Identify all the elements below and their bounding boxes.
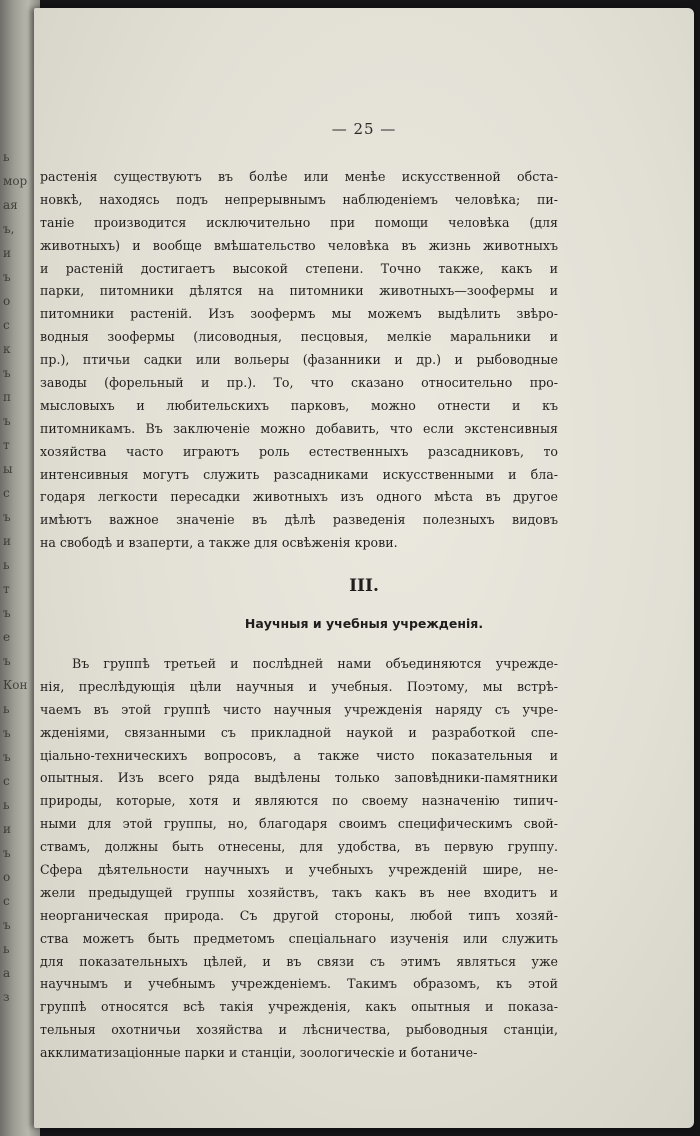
- previous-page-text-fragment: е: [3, 630, 11, 644]
- page-number: — 25 —: [331, 120, 397, 138]
- previous-page-text-fragment: ъ: [3, 654, 11, 668]
- text-line: питомники растеній. Изъ зоофермъ мы можемъ выдѣлить звѣро-: [40, 306, 558, 322]
- paragraph-2: [40, 653, 558, 1065]
- text-line: тельныя охотничьи хозяйства и лѣсничества, рыбоводныя станціи,: [40, 1022, 558, 1038]
- text-line: жденіями, связанными съ прикладной наукой и разработкой спе-: [40, 724, 558, 740]
- previous-page-text-fragment: ъ: [3, 726, 11, 740]
- text-line: пр.), птичьи садки или вольеры (фазанники и др.) и рыбоводные: [40, 352, 558, 368]
- previous-page-text-fragment: ъ: [3, 918, 11, 932]
- previous-page-text-fragment: ь: [3, 942, 10, 956]
- text-line: ціально-техническихъ вопросовъ, а также чисто показательныя и: [40, 747, 558, 763]
- previous-page-text-fragment: и: [3, 822, 11, 836]
- text-line: таніе производится исключительно при помощи человѣка (для: [40, 214, 558, 230]
- previous-page-text-fragment: ы: [3, 462, 13, 476]
- section-title: Научныя и учебныя учрежденія.: [244, 616, 484, 631]
- previous-page-text-fragment: и: [3, 246, 11, 260]
- previous-page-text-fragment: а: [3, 966, 11, 980]
- previous-page-text-fragment: ъ: [3, 750, 11, 764]
- text-line: питомникамъ. Въ заключеніе можно добавить, что если экстенсивныя: [40, 420, 558, 436]
- previous-page-text-fragment: мор: [3, 174, 28, 188]
- text-line: ными для этой группы, но, благодаря своимъ специфическимъ свой-: [40, 816, 558, 832]
- text-line: водныя зоофермы (лисоводныя, песцовыя, мелкіе маральники и: [40, 329, 558, 345]
- previous-page-text-fragment: ъ: [3, 270, 11, 284]
- text-line: неорганическая природа. Съ другой стороны, любой типъ хозяй-: [40, 907, 558, 923]
- text-line: новкѣ, находясь подъ непрерывнымъ наблюденіемъ человѣка; пи-: [40, 191, 558, 207]
- previous-page-text-fragment: з: [3, 990, 10, 1004]
- text-line: интенсивныя могутъ служить разсадниками искусственными и бла-: [40, 466, 558, 482]
- previous-page-text-fragment: Кон: [3, 678, 28, 692]
- previous-page-text-fragment: ь: [3, 798, 10, 812]
- text-line: для показательныхъ цѣлей, и въ связи съ этимъ являться уже: [40, 953, 558, 969]
- text-line: имѣютъ важное значеніе въ дѣлѣ разведенія полезныхъ видовъ: [40, 512, 558, 528]
- text-line: Въ группѣ третьей и послѣдней нами объединяются учрежде-: [72, 656, 558, 671]
- text-line: животныхъ) и вообще вмѣшательство человѣка въ жизнь животныхъ: [40, 237, 558, 253]
- previous-page-text-fragment: ъ: [3, 510, 11, 524]
- previous-page-text-fragment: ъ: [3, 414, 11, 428]
- previous-page-text-fragment: и: [3, 534, 11, 548]
- text-line: природы, которые, хотя и являются по своему назначенію типич-: [40, 793, 558, 809]
- previous-page-text-fragment: ъ: [3, 366, 11, 380]
- previous-page-text-fragment: ъ: [3, 606, 11, 620]
- previous-page-text-fragment: ь: [3, 558, 10, 572]
- section-number: III.: [349, 576, 379, 596]
- previous-page-text-fragment: т: [3, 582, 10, 596]
- text-line: годаря легкости пересадки животныхъ изъ одного мѣста въ другое: [40, 489, 558, 505]
- text-line: нія, преслѣдующія цѣли научныя и учебныя. Поэтому, мы встрѣ-: [40, 678, 558, 694]
- text-line: группѣ относятся всѣ такія учрежденія, какъ опытныя и показа-: [40, 999, 558, 1015]
- previous-page-text-fragment: т: [3, 438, 10, 452]
- previous-page-text-fragment: о: [3, 870, 11, 884]
- paragraph-1: [40, 166, 558, 555]
- book-page: [34, 8, 694, 1128]
- text-line: на свободѣ и взаперти, а также для освѣженія крови.: [40, 535, 398, 551]
- text-line: ства можетъ быть предметомъ спеціальнаго изученія или служить: [40, 930, 558, 946]
- text-line: Сфера дѣятельности научныхъ и учебныхъ учрежденій шире, не-: [40, 862, 558, 878]
- previous-page-text-fragment: п: [3, 390, 11, 404]
- previous-page-text-fragment: с: [3, 774, 10, 788]
- text-line: акклиматизаціонные парки и станціи, зоологическіе и ботаниче-: [40, 1045, 478, 1061]
- previous-page-text-fragment: с: [3, 894, 10, 908]
- previous-page-text-fragment: ь: [3, 702, 10, 716]
- previous-page-text-fragment: ь: [3, 150, 10, 164]
- previous-page-text-fragment: ъ,: [3, 222, 15, 236]
- previous-page-text-fragment: с: [3, 318, 10, 332]
- text-line: жели предыдущей группы хозяйствъ, такъ какъ въ нее входитъ и: [40, 884, 558, 900]
- text-line: хозяйства часто играютъ роль естественныхъ разсадниковъ, то: [40, 443, 558, 459]
- text-line: растенія существуютъ въ болѣе или менѣе искусственной обста-: [40, 169, 558, 184]
- previous-page-text-fragment: ъ: [3, 846, 11, 860]
- previous-page-text-fragment: с: [3, 486, 10, 500]
- previous-page-text-fragment: ая: [3, 198, 18, 212]
- text-line: мысловыхъ и любительскихъ парковъ, можно отнести и къ: [40, 397, 558, 413]
- text-line: опытныя. Изъ всего ряда выдѣлены только заповѣдники-памятники: [40, 770, 558, 786]
- text-line: заводы (форельный и пр.). То, что сказано относительно про-: [40, 375, 558, 391]
- text-line: чаемъ въ этой группѣ чисто научныя учрежденія наряду съ учре-: [40, 701, 558, 717]
- text-line: парки, питомники дѣлятся на питомники животныхъ—зоофермы и: [40, 283, 558, 299]
- previous-page-text-fragment: к: [3, 342, 11, 356]
- text-line: и растеній достигаетъ высокой степени. Точно также, какъ и: [40, 260, 558, 276]
- previous-page-text-fragment: о: [3, 294, 11, 308]
- text-line: научнымъ и учебнымъ учрежденіемъ. Такимъ образомъ, къ этой: [40, 976, 558, 992]
- text-line: ствамъ, должны быть отнесены, для удобства, въ первую группу.: [40, 839, 558, 855]
